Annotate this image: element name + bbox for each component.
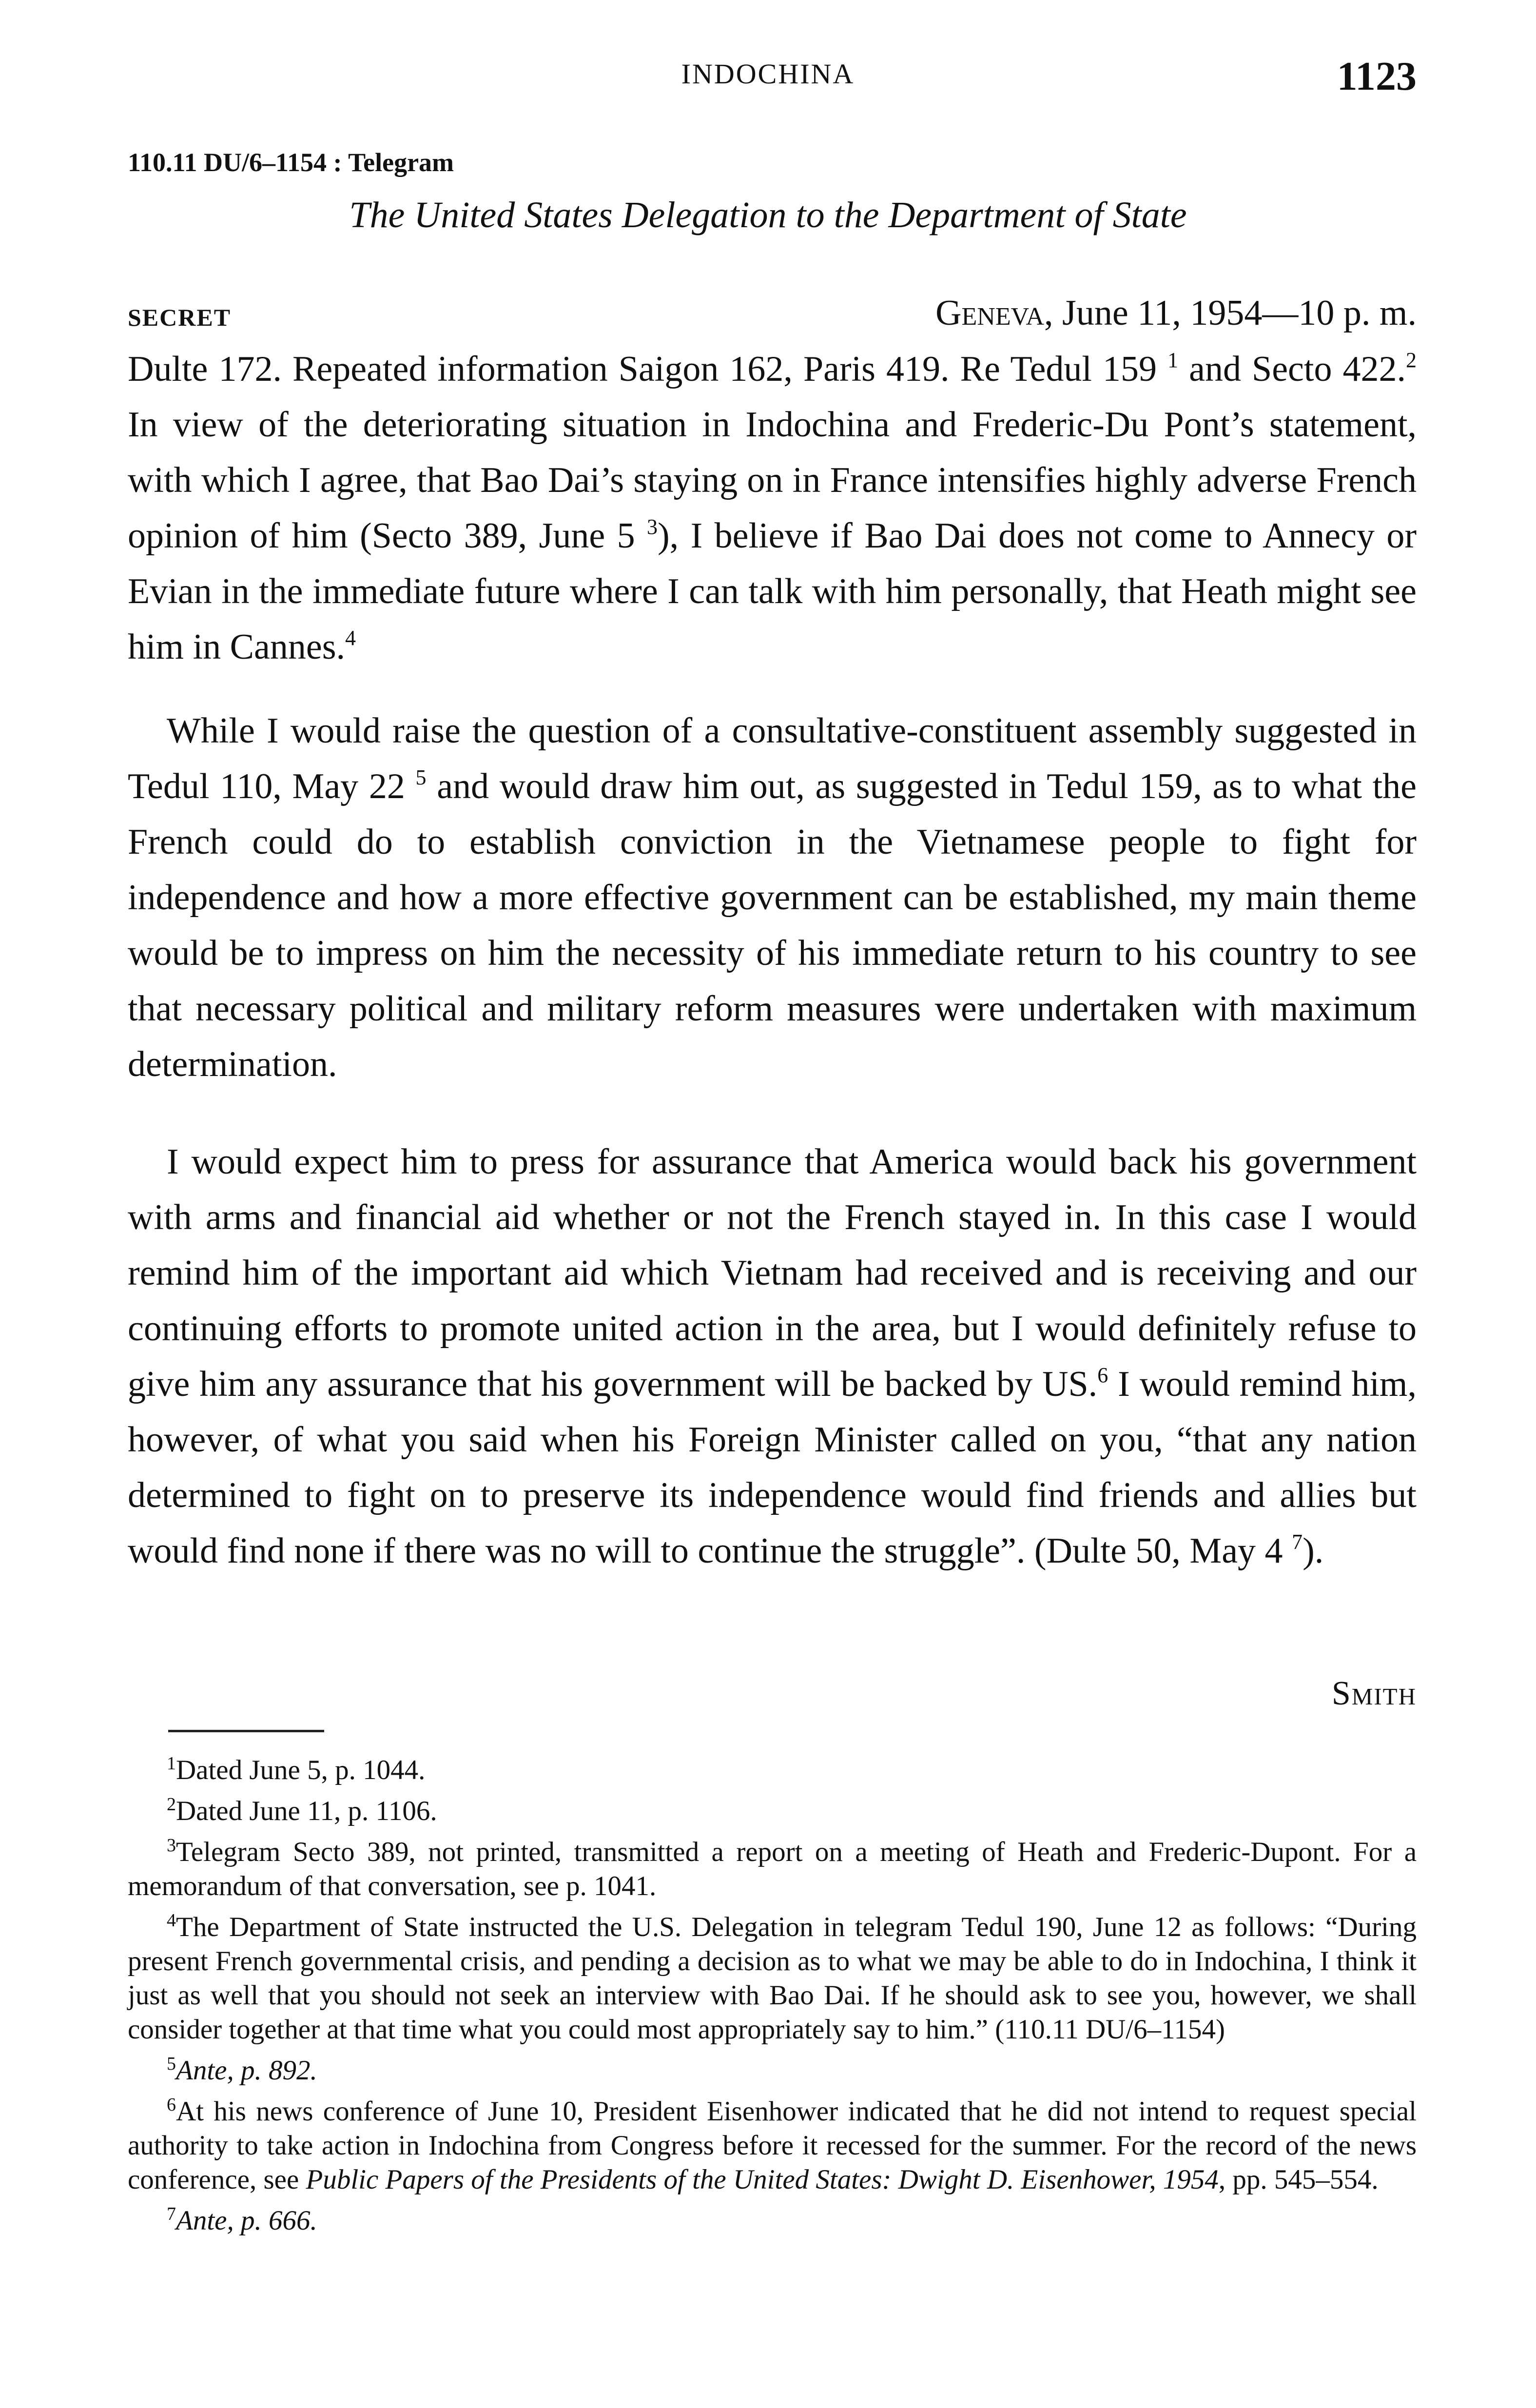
- footnote-ref: 4: [345, 626, 356, 650]
- footnote-number: 5: [167, 2054, 176, 2074]
- text-run: Dulte 172. Repeated information Saigon 162, Paris 419. Re Tedul 159: [128, 349, 1157, 389]
- signature: Smith: [1331, 1675, 1417, 1712]
- footnote: [128, 2197, 1417, 2238]
- footnote: [128, 2047, 1417, 2088]
- footnote-text: Ante, p. 666.: [176, 2205, 317, 2236]
- text-run: ), I believe if Bao Dai does not come to Annecy or Evian in the immediate future where I can talk with him personally, that Heath might see him in Cannes.: [128, 516, 1417, 667]
- footnote-ref: 1: [1167, 348, 1179, 372]
- footnote: [128, 1787, 1417, 1828]
- text-run: and would draw him out, as suggested in Tedul 159, as to what the French could do to establish conviction in the Vietnamese people to fight for independence and how a more effective government can be established, my main theme would be to impress on him the necessity of his immediate return to his country to see that necessary political and military reform measures were undertaken with maximum determination.: [128, 766, 1417, 1084]
- text-run: I would remind him, however, of what you said when his Foreign Minister called on you, “that any nation determined to fight on to preserve its independence would find friends and allies but would find none if there was no will to continue the struggle”. (Dulte 50, May 4: [128, 1364, 1417, 1571]
- footnote-text: The Department of State instructed the U.S. Delegation in telegram Tedul 190, June 12 as follows: “During present French governmental crisis, and pending a decision as to what we may be able to do in Indochina, I think it just as well that you should not seek an interview with Bao Dai. If he should ask to see you, however, we shall consider together at that time what you could most appropriately say to him.” (110.11 DU/6–1154): [128, 1912, 1417, 2045]
- footnote-text: Telegram Secto 389, not printed, transmitted a report on a meeting of Heath and Frederic-Dupont. For a memorandum of that conversation, see p. 1041.: [128, 1837, 1417, 1901]
- text-run: and Secto 422.: [1189, 349, 1406, 389]
- footnote-text: At his news conference of June 10, President Eisenhower indicated that he did not intend to request special authority to take action in Indochina from Congress before it recessed for the summer. For the record of the news conference, see: [128, 2096, 1417, 2195]
- footnote-ref: 7: [1292, 1530, 1303, 1554]
- footnote-ref: 3: [647, 515, 658, 539]
- running-head: INDOCHINA: [681, 58, 855, 90]
- text-run: While I would raise the question of a consultative-constituent assembly suggested in Tedul 110, May 22: [128, 711, 1417, 806]
- footnote-text: Ante, p. 892.: [176, 2055, 317, 2086]
- footnote-number: 2: [167, 1794, 176, 1815]
- footnote-ref: 2: [1406, 348, 1417, 372]
- footnote-citation-title: Public Papers of the Presidents of the United States: Dwight D. Eisenhower, 1954: [306, 2164, 1219, 2195]
- page-number: 1123: [1337, 54, 1417, 99]
- footnote: [128, 1828, 1417, 1903]
- footnote-ref: 5: [415, 765, 427, 789]
- footnote-text: Dated June 5, p. 1044.: [176, 1755, 426, 1785]
- telegram-paragraph-3: [128, 1134, 1417, 1579]
- footnote-number: 1: [167, 1753, 176, 1774]
- footnote-ref: 6: [1097, 1363, 1108, 1387]
- footnote-number: 4: [167, 1910, 176, 1931]
- text-run: ).: [1303, 1531, 1324, 1571]
- footnote-divider: [168, 1730, 324, 1732]
- place-name: Geneva: [935, 293, 1045, 333]
- footnote-number: 3: [167, 1835, 176, 1856]
- classification-line: [128, 293, 1417, 336]
- classification-label: SECRET: [128, 304, 232, 331]
- footnote: [128, 1903, 1417, 2047]
- telegram-paragraph-2: [128, 703, 1417, 1092]
- place-date: [935, 293, 1417, 334]
- document-title: The United States Delegation to the Department of State: [349, 195, 1187, 235]
- text-run: In view of the deteriorating situation in Indochina and Frederic-Du Pont’s statement, with which I agree, that Bao Dai’s staying on in France intensifies highly adverse French opinion of him (Secto 389, June 5: [128, 405, 1417, 556]
- footnotes: [128, 1746, 1417, 2238]
- text-run: I would expect him to press for assurance that America would back his government with arms and financial aid whether or not the French stayed in. In this case I would remind him of the important aid which Vietnam had received and is receiving and our continuing efforts to promote united action in the area, but I would definitely refuse to give him any assurance that his government will be backed by US.: [128, 1142, 1417, 1404]
- date-time: , June 11, 1954—10 p. m.: [1044, 293, 1417, 333]
- footnote: [128, 2088, 1417, 2197]
- footnote-number: 6: [167, 2095, 176, 2115]
- footnote-text: Dated June 11, p. 1106.: [176, 1796, 437, 1826]
- footnote-text: , pp. 545–554.: [1218, 2164, 1379, 2195]
- telegram-paragraph-1: [128, 341, 1417, 675]
- footnote: [128, 1746, 1417, 1787]
- footnote-number: 7: [167, 2204, 176, 2224]
- file-reference: 110.11 DU/6–1154 : Telegram: [128, 148, 454, 177]
